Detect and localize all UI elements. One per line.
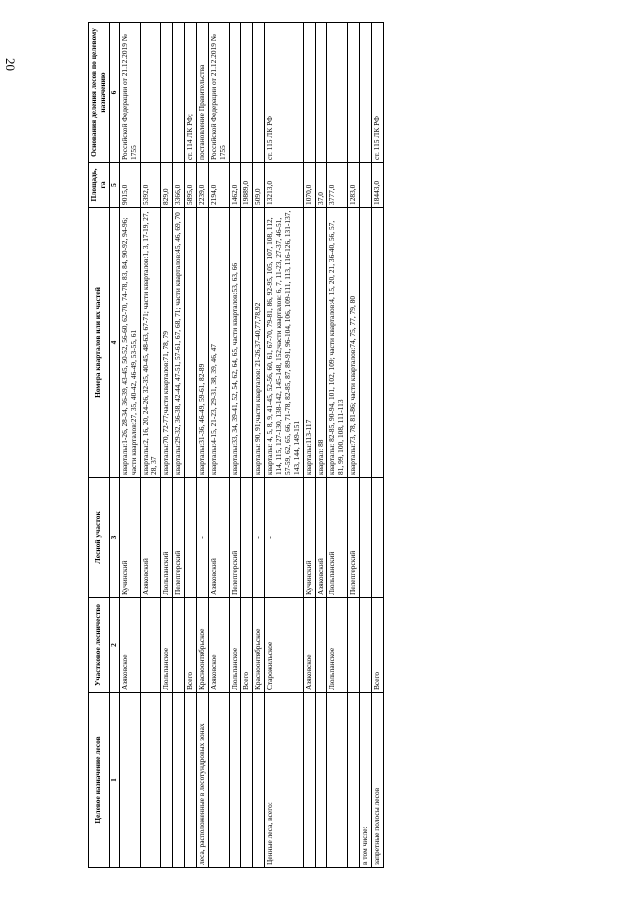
table-cell-col5: 19889,0 xyxy=(241,163,253,208)
total-row xyxy=(241,23,253,868)
table-cell-col3 xyxy=(371,478,383,598)
table-cell-col1 xyxy=(173,693,185,868)
table-cell-col6: ст. 115 ЛК РФ xyxy=(265,23,304,163)
table-cell-col2: Азяковское xyxy=(208,598,229,693)
table-cell-col4: кварталы:1-26, 28-34, 36-39, 43-45, 50-52, 56-60, 62-70, 74-78, 83, 84, 90-92, 94-96; части кварталов:27, 35, 40-42, 46-49, 53-55, 61 xyxy=(119,208,140,478)
table-cell-col3: Люльпанский xyxy=(327,478,348,598)
header-cell: Площадь, га xyxy=(89,163,110,208)
table-cell-col1: Ценные леса, всего: xyxy=(265,693,304,868)
table-cell-col6 xyxy=(241,23,253,163)
table-cell-col1 xyxy=(315,693,327,868)
table-row xyxy=(303,23,315,868)
table-cell-col1 xyxy=(119,693,140,868)
table-cell-col1: в том числе: xyxy=(360,693,372,868)
table-cell-col2: Всего xyxy=(185,598,197,693)
table-cell-col2: Люльпанское xyxy=(327,598,348,693)
table-cell-col6 xyxy=(315,23,327,163)
table-cell-col5: 5392,0 xyxy=(140,163,161,208)
table-cell-col4: кварталы:31-36, 46-49, 59-61, 82-89 xyxy=(196,208,208,478)
table-cell-col2 xyxy=(315,598,327,693)
table-cell-col1: леса, расположенные в лесотундровых зонах xyxy=(196,693,208,868)
column-number: 5 xyxy=(109,163,119,208)
table-cell-col5: 3366,0 xyxy=(173,163,185,208)
table-cell-col4 xyxy=(360,208,372,478)
table-cell-col6: Российской Федерации от 21.12.2019 № 1755 xyxy=(119,23,140,163)
table-cell-col3: Люльпанский xyxy=(161,478,173,598)
table-cell-col5: 2239,0 xyxy=(196,163,208,208)
table-cell-col5: 1462,0 xyxy=(229,163,241,208)
table-cell-col5: 13213,0 xyxy=(265,163,304,208)
table-cell-col6 xyxy=(303,23,315,163)
table-row xyxy=(119,23,140,868)
table-cell-col1 xyxy=(241,693,253,868)
table-cell-col6 xyxy=(161,23,173,163)
table-cell-col2 xyxy=(360,598,372,693)
table-cell-col2: Азяковское xyxy=(303,598,315,693)
table-cell-col4: кварталы:73, 78, 81-86; части кварталов:74, 75, 77, 79, 80 xyxy=(348,208,360,478)
table-cell-col3: Пелепгерский xyxy=(348,478,360,598)
header-cell: Основания деления лесов по целевому назначению xyxy=(89,23,110,163)
table-cell-col3: Пелепгерский xyxy=(229,478,241,598)
table-cell-col5 xyxy=(360,163,372,208)
column-number: 4 xyxy=(109,208,119,478)
table-cell-col3: Пелепгерский xyxy=(173,478,185,598)
table-cell-col3 xyxy=(360,478,372,598)
table-cell-col4: кварталы:29-32, 36-38, 42-44, 47-51, 57-61, 67, 68, 71; части кварталов:45, 46, 69, 70 xyxy=(173,208,185,478)
column-number: 1 xyxy=(109,693,119,868)
table-cell-col1 xyxy=(161,693,173,868)
table-cell-col3: Азяковский xyxy=(140,478,161,598)
table-cell-col5: 2194,0 xyxy=(208,163,229,208)
table-row xyxy=(315,23,327,868)
table-cell-col4: кварталы:2, 16, 20, 24-26, 32-35, 40-45, 48-63, 67-71; части кварталов:1, 3, 17-19, 27, 28, 37 xyxy=(140,208,161,478)
table-cell-col4 xyxy=(241,208,253,478)
header-cell: Участковое лесничество xyxy=(89,598,110,693)
table-cell-col3: - xyxy=(253,478,265,598)
table-cell-col2: Красноонтябрьское xyxy=(196,598,208,693)
header-cell: Номера кварталов или их частей xyxy=(89,208,110,478)
table-cell-col2 xyxy=(173,598,185,693)
table-cell-col5: 1070,0 xyxy=(303,163,315,208)
table-cell-col3: - xyxy=(196,478,208,598)
total-row xyxy=(185,23,197,868)
table-row xyxy=(208,23,229,868)
table-cell-col2: Красноонтябрьское xyxy=(253,598,265,693)
table-row xyxy=(360,23,372,868)
table-row xyxy=(348,23,360,868)
table-cell-col2: Люльпанское xyxy=(161,598,173,693)
table-cell-col4: кварталы:4-15, 21-23, 29-31, 38, 39, 46, 47 xyxy=(208,208,229,478)
table-cell-col5: 5895,0 xyxy=(185,163,197,208)
table-cell-col3: Азяковский xyxy=(315,478,327,598)
table-cell-col6: Российской Федерации от 21.12.2019 № 1755 xyxy=(208,23,229,163)
table-cell-col2 xyxy=(140,598,161,693)
table-cell-col4: кварталы: 82-85, 90-94, 101, 102, 109; части кварталов:4, 15, 20, 21, 36-40, 56, 57, 81, 99, 100, 108, 111-113 xyxy=(327,208,348,478)
table-row xyxy=(173,23,185,868)
table-cell-col5: 3777,0 xyxy=(327,163,348,208)
table-cell-col3: Кучинский xyxy=(119,478,140,598)
table-cell-col3 xyxy=(241,478,253,598)
table-row xyxy=(196,23,208,868)
table-body xyxy=(119,23,383,868)
table-cell-col4: кварталы: 4, 5, 8, 9, 41-45, 52-56, 60, 61, 67-70, 79-81, 86, 92-95, 105, 107, 108, 112, 114, 115, 127-130, 138-142, 145-148, 152;части кварталов: 6, 7, 11-23, 27-37, 46-51, 57-59, 62, 65, 66, 71-78, 82-85, 87, 89-91, 96-104, 106, 109-111, 113, 116-126, 131-137, 143, 144, 149-151 xyxy=(265,208,304,478)
column-number: 6 xyxy=(109,23,119,163)
column-number: 3 xyxy=(109,478,119,598)
table-cell-col6: ст. 115 ЛК РФ xyxy=(371,23,383,163)
table-cell-col2: Всего xyxy=(371,598,383,693)
table-cell-col4: кварталы: 90, 91;части кварталов: 21-26,37-40,77,78,92 xyxy=(253,208,265,478)
table-cell-col2 xyxy=(348,598,360,693)
table-cell-col2: Азяковское xyxy=(119,598,140,693)
table-cell-col6 xyxy=(173,23,185,163)
table-cell-col2: Старожильское xyxy=(265,598,304,693)
header-cell: Лесной участок xyxy=(89,478,110,598)
column-number: 2 xyxy=(109,598,119,693)
table-cell-col3: - xyxy=(265,478,304,598)
rotated-page xyxy=(88,23,640,868)
table-row xyxy=(327,23,348,868)
table-cell-col5: 829,0 xyxy=(161,163,173,208)
table-cell-col4: кварталы:113-117 xyxy=(303,208,315,478)
page-number: 20 xyxy=(3,58,18,71)
table-row xyxy=(161,23,173,868)
table-cell-col6 xyxy=(253,23,265,163)
table-cell-col6 xyxy=(348,23,360,163)
table-row xyxy=(229,23,241,868)
table-row xyxy=(253,23,265,868)
table-cell-col4: квартал: 88 xyxy=(315,208,327,478)
table-cell-col1 xyxy=(229,693,241,868)
table-cell-col6: постановление Правительства xyxy=(196,23,208,163)
table-cell-col1 xyxy=(208,693,229,868)
table-cell-col5: 37,0 xyxy=(315,163,327,208)
table-cell-col6 xyxy=(327,23,348,163)
table-cell-col6 xyxy=(229,23,241,163)
table-cell-col5: 18443,0 xyxy=(371,163,383,208)
table-cell-col4: кварталы:33, 34, 39-41, 52, 54, 62, 64, 65, части кварталов:53, 63, 66 xyxy=(229,208,241,478)
header-cell: Целевое назначение лесов xyxy=(89,693,110,868)
header-row xyxy=(89,23,110,868)
table-cell-col2: Всего xyxy=(241,598,253,693)
table-cell-col6: ст. 114 ЛК РФ; xyxy=(185,23,197,163)
table-cell-col3: Кучинский xyxy=(303,478,315,598)
table-cell-col1: запретные полосы лесов xyxy=(371,693,383,868)
table-row xyxy=(265,23,304,868)
table-row xyxy=(140,23,161,868)
table-cell-col3 xyxy=(185,478,197,598)
table-cell-col6 xyxy=(360,23,372,163)
table-cell-col1 xyxy=(185,693,197,868)
table-cell-col6 xyxy=(140,23,161,163)
column-number-row xyxy=(109,23,119,868)
forest-purpose-table xyxy=(88,22,384,868)
table-cell-col1 xyxy=(253,693,265,868)
table-cell-col3: Азяковский xyxy=(208,478,229,598)
table-cell-col4 xyxy=(371,208,383,478)
table-cell-col1 xyxy=(303,693,315,868)
table-cell-col5: 1283,0 xyxy=(348,163,360,208)
table-cell-col4 xyxy=(185,208,197,478)
total-row xyxy=(371,23,383,868)
table-cell-col1 xyxy=(327,693,348,868)
table-cell-col1 xyxy=(348,693,360,868)
table-cell-col1 xyxy=(140,693,161,868)
table-cell-col2: Люльпанское xyxy=(229,598,241,693)
table-cell-col5: 509,0 xyxy=(253,163,265,208)
table-cell-col4: кварталы:70, 72-77;части кварталов:71, 78, 79 xyxy=(161,208,173,478)
table-cell-col5: 9015,0 xyxy=(119,163,140,208)
